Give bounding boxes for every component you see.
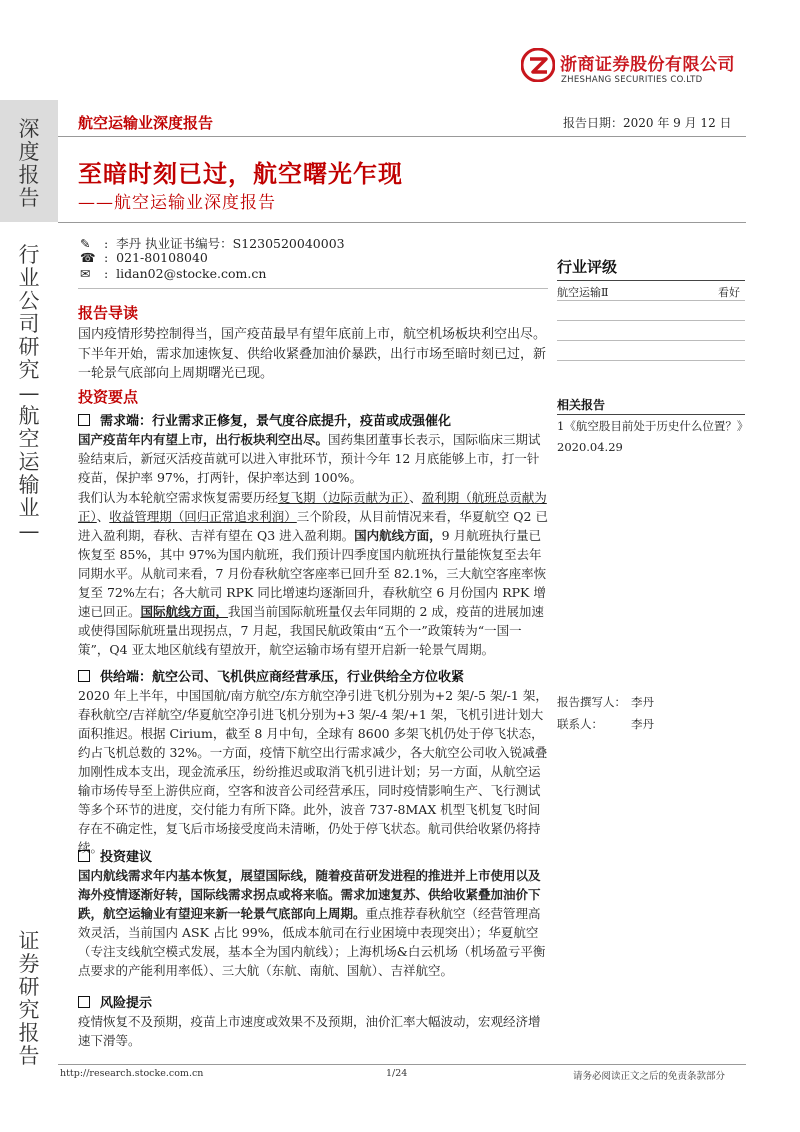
risk-heading [78, 992, 152, 1011]
contact-label: 联系人： [557, 717, 603, 731]
header-divider [58, 136, 746, 137]
rating-heading: 行业评级 [557, 258, 618, 276]
sidebar-char: 司 [18, 312, 40, 336]
sidebar-char: 究 [18, 998, 40, 1022]
company-logo-icon [521, 48, 555, 82]
demand-para-2 [78, 488, 548, 659]
sidebar-char: — [18, 381, 40, 405]
demand-title: 需求端：行业需求正修复，景气度谷底提升，疫苗或成强催化 [100, 414, 452, 429]
supply-heading [78, 666, 464, 685]
demand-p2-e: 9 月航班执行量已恢复至 85%，其中 97%为国内航班，我们预计四季度国内航班执行量能恢复至去年同期水平。从航司来看，7 月份春秋航空客座率已回升至 82.1%，三大航空客座率恢复至 72%左右；各大航司 RPK 同比增速均逐渐回升，春秋航空 6 月份国内 RPK 增速已回正。 [78, 528, 547, 619]
sidebar-char: 证 [18, 929, 40, 953]
sidebar-middle-label [0, 244, 58, 543]
points-heading: 投资要点 [78, 388, 139, 406]
phone-number: 021-80108040 [116, 250, 208, 265]
phone-line: ☎ : 021-80108040 [80, 250, 208, 265]
risk-text: 疫情恢复不及预期，疫苗上市速度或效果不及预期，油价汇率大幅波动，宏观经济增速下滑等。 [78, 1014, 541, 1048]
sidebar-char: 告 [18, 1044, 40, 1068]
sidebar-top-label [0, 118, 58, 210]
footer-url[interactable]: http://research.stocke.com.cn [60, 1068, 204, 1079]
sidebar-char: 研 [18, 335, 40, 359]
demand-p2-u2: 盈利期（航班总贡献为正） [78, 490, 547, 524]
sidebar-char: 输 [18, 473, 40, 497]
sidebar-char: 运 [18, 450, 40, 474]
intro-text: 国内疫情形势控制得当，国产疫苗最早有望年底前上市，航空机场板块利空出尽。下半年开始，需求加速恢复、供给收紧叠加油价暴跌，出行市场至暗时刻已过，新一轮景气底部向上周期曙光已现。 [78, 327, 547, 381]
related-report-link[interactable]: 1《航空股目前处于历史什么位置？》 [557, 419, 749, 433]
page-title: 至暗时刻已过，航空曙光乍现 [78, 160, 403, 188]
advice-title: 投资建议 [100, 850, 153, 865]
demand-p1-text: 国药集团董事长表示，国际临床三期试验结束后，新冠灭活疫苗就可以进入审批环节，预计今年 12 月底能够上市，打一针疫苗，保护率 97%，打两针，保护率达到 100%。 [78, 432, 541, 485]
demand-p2-f: 我国当前国际航班量仅去年同期的 2 成，疫苗的进展加速或使得国际航班量出现拐点，7 月起，我国民航政策由“五个一”政策转为“一国一策”，Q4 亚太地区航线有望放开，航空运输市场有望开启新一轮景气周期。 [78, 604, 544, 657]
sidebar-char: 度 [18, 140, 40, 164]
company-name-en: ZHESHANG SECURITIES CO.LTD [561, 75, 703, 85]
demand-p2-u3: 收益管理期（回归正常追求利润） [109, 509, 297, 524]
sidebar-char: 行 [18, 243, 40, 267]
rating-rule-2 [557, 320, 745, 321]
related-report-date: 2020.04.29 [557, 440, 623, 454]
demand-p2-a: 我们认为本轮航空需求恢复需要历经 [78, 490, 279, 505]
sidebar-char: 空 [18, 427, 40, 451]
rating-value: 看好 [718, 286, 740, 299]
report-date: 报告日期：2020 年 9 月 12 日 [563, 116, 732, 130]
mail-icon: ✉ [80, 266, 91, 281]
related-heading: 相关报告 [557, 398, 606, 412]
demand-p2-d: 三个阶段，从目前情况来看，华夏航空 Q2 已进入盈利期，春秋、吉祥有望在 Q3 进入盈利期。 [78, 509, 548, 543]
writer-name: 李丹 [631, 695, 654, 709]
demand-p2-bold2: 国际航线方面， [140, 604, 229, 619]
rating-rule-3 [557, 340, 745, 341]
advice-text [78, 866, 548, 980]
title-divider [58, 222, 746, 223]
rating-rule-4 [557, 360, 745, 361]
sidebar-char: 研 [18, 975, 40, 999]
email-address[interactable]: lidan02@stocke.com.cn [116, 266, 267, 281]
sidebar-char: 券 [18, 952, 40, 976]
demand-heading [78, 410, 451, 429]
bullet-square-icon [78, 996, 90, 1008]
sidebar-char: — [18, 519, 40, 543]
sidebar-char: 究 [18, 358, 40, 382]
demand-p2-c: 、 [96, 509, 110, 524]
page-number: 1/24 [386, 1068, 408, 1079]
analyst-line: ✎ : 李丹 执业证书编号：S1230520040003 [80, 236, 345, 251]
demand-para-1 [78, 430, 548, 487]
supply-title: 供给端：航空公司、飞机供应商经营承压，行业供给全方位收紧 [100, 670, 465, 685]
company-name-cn: 浙商证券股份有限公司 [560, 55, 735, 75]
demand-p1-bold: 国产疫苗年内有望上市，出行板块利空出尽。 [78, 432, 329, 447]
risk-title: 风险提示 [100, 996, 153, 1011]
email-line[interactable]: ✉ : lidan02@stocke.com.cn [80, 266, 267, 281]
phone-icon: ☎ [80, 250, 96, 265]
rating-rule-1 [557, 300, 745, 301]
sidebar-bottom-label [0, 930, 58, 1068]
analyst-info: 李丹 执业证书编号：S1230520040003 [116, 236, 345, 251]
sidebar-char: 航 [18, 404, 40, 428]
related-rule [557, 414, 745, 415]
report-type: 航空运输业深度报告 [78, 114, 214, 132]
intro-heading: 报告导读 [78, 304, 139, 322]
rating-sector: 航空运输Ⅱ [557, 286, 609, 299]
demand-p2-u1: 复飞期（边际贡献为正） [278, 490, 410, 505]
advice-heading [78, 846, 152, 865]
contacts-divider [78, 288, 548, 289]
sidebar-top-box [0, 100, 58, 222]
advice-body: 重点推荐春秋航空（经营管理高效灵活，当前国内 ASK 占比 99%，低成本航司在行业困境中表现突出）；华夏航空（专注支线航空模式发展，基本全为国内航线）；上海机场&白云机场（机场盈亏平衡点要求的产能利用率低）、三大航（东航、南航、国航）、吉祥航空。 [78, 906, 546, 978]
advice-bold: 国内航线需求年内基本恢复，展望国际线，随着疫苗研发进程的推进并上市使用以及海外疫情逐渐好转，国际线需求拐点或将来临。需求加速复苏、供给收紧叠加油价下跌，航空运输业有望迎来新一轮景气底部向上周期。 [78, 868, 541, 921]
page-subtitle: ——航空运输业深度报告 [78, 193, 276, 213]
demand-p2-bold: 国内航线方面， [354, 528, 442, 543]
bullet-square-icon [78, 850, 90, 862]
footer-divider [58, 1064, 746, 1065]
contact-name: 李丹 [631, 717, 654, 731]
writer-label: 报告撰写人： [557, 695, 626, 709]
rating-top-rule [557, 280, 745, 281]
sidebar-char: 公 [18, 289, 40, 313]
footer-disclaimer: 请务必阅读正文之后的免责条款部分 [573, 1071, 726, 1082]
bullet-square-icon [78, 670, 90, 682]
person-icon: ✎ [80, 236, 91, 251]
sidebar-char: 业 [18, 496, 40, 520]
sidebar-char: 报 [18, 1021, 40, 1045]
sidebar-char: 告 [18, 186, 40, 210]
sidebar-char: 报 [18, 163, 40, 187]
sidebar-char: 深 [18, 117, 40, 141]
demand-p2-b: 、 [409, 490, 422, 505]
supply-text: 2020 年上半年，中国国航/南方航空/东方航空净引进飞机分别为+2 架/-5 架/-1 架，春秋航空/吉祥航空/华夏航空净引进飞机分别为+3 架/-4 架/+1 架，飞机引进计划大面积推迟。根据 Cirium，截至 8 月中旬，全球有 8600 多架飞机仍处于停飞状态，约占飞机总数的 32%。一方面，疫情下航空出行需求减少，各大航空公司收入锐减叠加刚性成本支出，现金流承压，纷纷推迟或取消飞机引进计划；另一方面，从航空运输市场传导至上游供应商，空客和波音公司经营承压，同时疫情影响生产、飞行测试等多个环节的进度，交付能力有所下降。此外，波音 737-8MAX 机型飞机复飞时间存在不确定性，复飞后市场接受度尚未清晰，仍处于停飞状态。航司供给收紧仍将持续。 [78, 688, 548, 855]
sidebar-char: 业 [18, 266, 40, 290]
bullet-square-icon [78, 414, 90, 426]
